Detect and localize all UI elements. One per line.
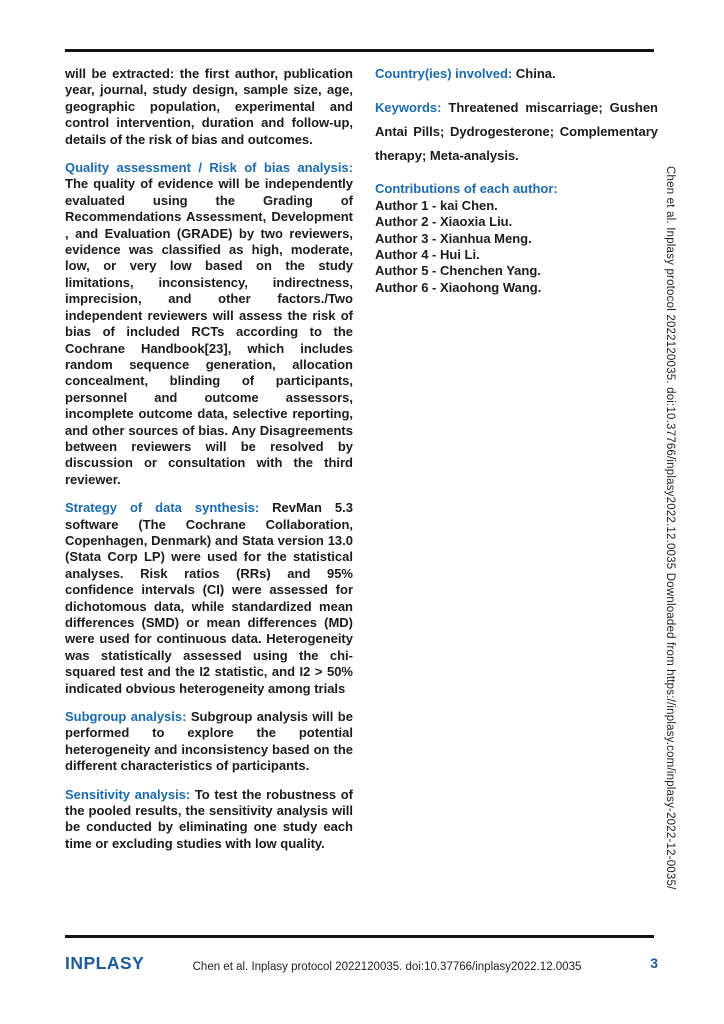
author-line: Author 6 - Xiaohong Wang. <box>375 279 542 295</box>
author-line: Author 2 - Xiaoxia Liu. <box>375 214 513 230</box>
section-sensitivity-analysis <box>65 787 353 853</box>
vertical-citation-text: Chen et al. Inplasy protocol 2022120035. doi:10.37766/inplasy2022.12.0035 Downloaded from https://inplasy.com/inplasy-2022-12-0035/ <box>664 166 676 890</box>
author-line: Author 5 - Chenchen Yang. <box>375 263 541 279</box>
section-country-involved <box>375 66 658 82</box>
inplasy-logo: INPLASY <box>65 953 145 973</box>
section-body: RevMan 5.3 software (The Cochrane Collaboration, Copenhagen, Denmark) and Stata version 13.0 (Stata Corp LP) were used for the statistical analyses. Risk ratios (RRs) and 95% confidence intervals (CI) were assessed for dichotomous data, while standardized mean differences (SMD) or mean differences (MD) were used for continuous data. Heterogeneity was statistically assessed using the chi-squared test and the I2 statistic, and I2 > 50% indicated obvious heterogeneity among trials <box>65 500 353 696</box>
bottom-rule <box>65 935 654 938</box>
section-heading: Contributions of each author: <box>375 181 558 197</box>
section-heading: Sensitivity analysis: <box>65 786 191 802</box>
author-line: Author 1 - kai Chen. <box>375 197 498 213</box>
section-heading: Strategy of data synthesis: <box>65 500 260 516</box>
section-keywords <box>375 96 658 168</box>
section-body: To test the robustness of the pooled results, the sensitivity analysis will be conducted by eliminating one study each time or excluding studies with low quality. <box>65 786 353 851</box>
section-heading: Keywords: <box>375 100 442 116</box>
section-heading: Country(ies) involved: <box>375 66 513 81</box>
intro-paragraph <box>65 66 353 148</box>
footer-citation: Chen et al. Inplasy protocol 2022120035. doi:10.37766/inplasy2022.12.0035 <box>192 961 582 973</box>
section-body: China. <box>515 66 556 81</box>
section-heading: Quality assessment / Risk of bias analysis: <box>65 160 353 176</box>
intro-text: will be extracted: the first author, publication year, journal, study design, sample size, age, geographic population, experimental and control intervention, duration and follow-up, details of the risk of bias and outcomes. <box>65 66 353 147</box>
left-column <box>65 66 353 852</box>
section-body: Threatened miscarriage; Gushen Antai Pills; Dydrogesterone; Complementary therapy; Meta-analysis. <box>375 100 658 164</box>
author-line: Author 4 - Hui Li. <box>375 247 480 263</box>
page-number: 3 <box>650 955 658 971</box>
section-body: The quality of evidence will be independently evaluated using the Grading of Recommendations Assessment, Development , and Evaluation (GRADE) by two reviewers, evidence was classified as high, moderate, low, or very low based on the study limitations, inconsistency, indirectness, imprecision, and other factors./Two independent reviewers will assess the risk of bias of included RCTs according to the Cochrane Handbook[23], which includes random sequence generation, allocation concealment, blinding of participants, personnel and outcome assessors, incomplete outcome data, selective reporting, and other sources of bias. Any Disagreements between reviewers will be resolved by discussion or consultation with the third reviewer. <box>65 176 353 487</box>
author-line: Author 3 - Xianhua Meng. <box>375 230 532 246</box>
right-column <box>375 66 658 296</box>
section-strategy-of-data-synthesis <box>65 500 353 697</box>
section-subgroup-analysis <box>65 709 353 775</box>
section-contributions <box>375 181 658 296</box>
section-quality-assessment <box>65 160 353 488</box>
top-rule <box>65 49 654 52</box>
section-heading: Subgroup analysis: <box>65 709 187 725</box>
section-body: Subgroup analysis will be performed to explore the potential heterogeneity and inconsistency based on the different characteristics of participants. <box>65 709 353 774</box>
